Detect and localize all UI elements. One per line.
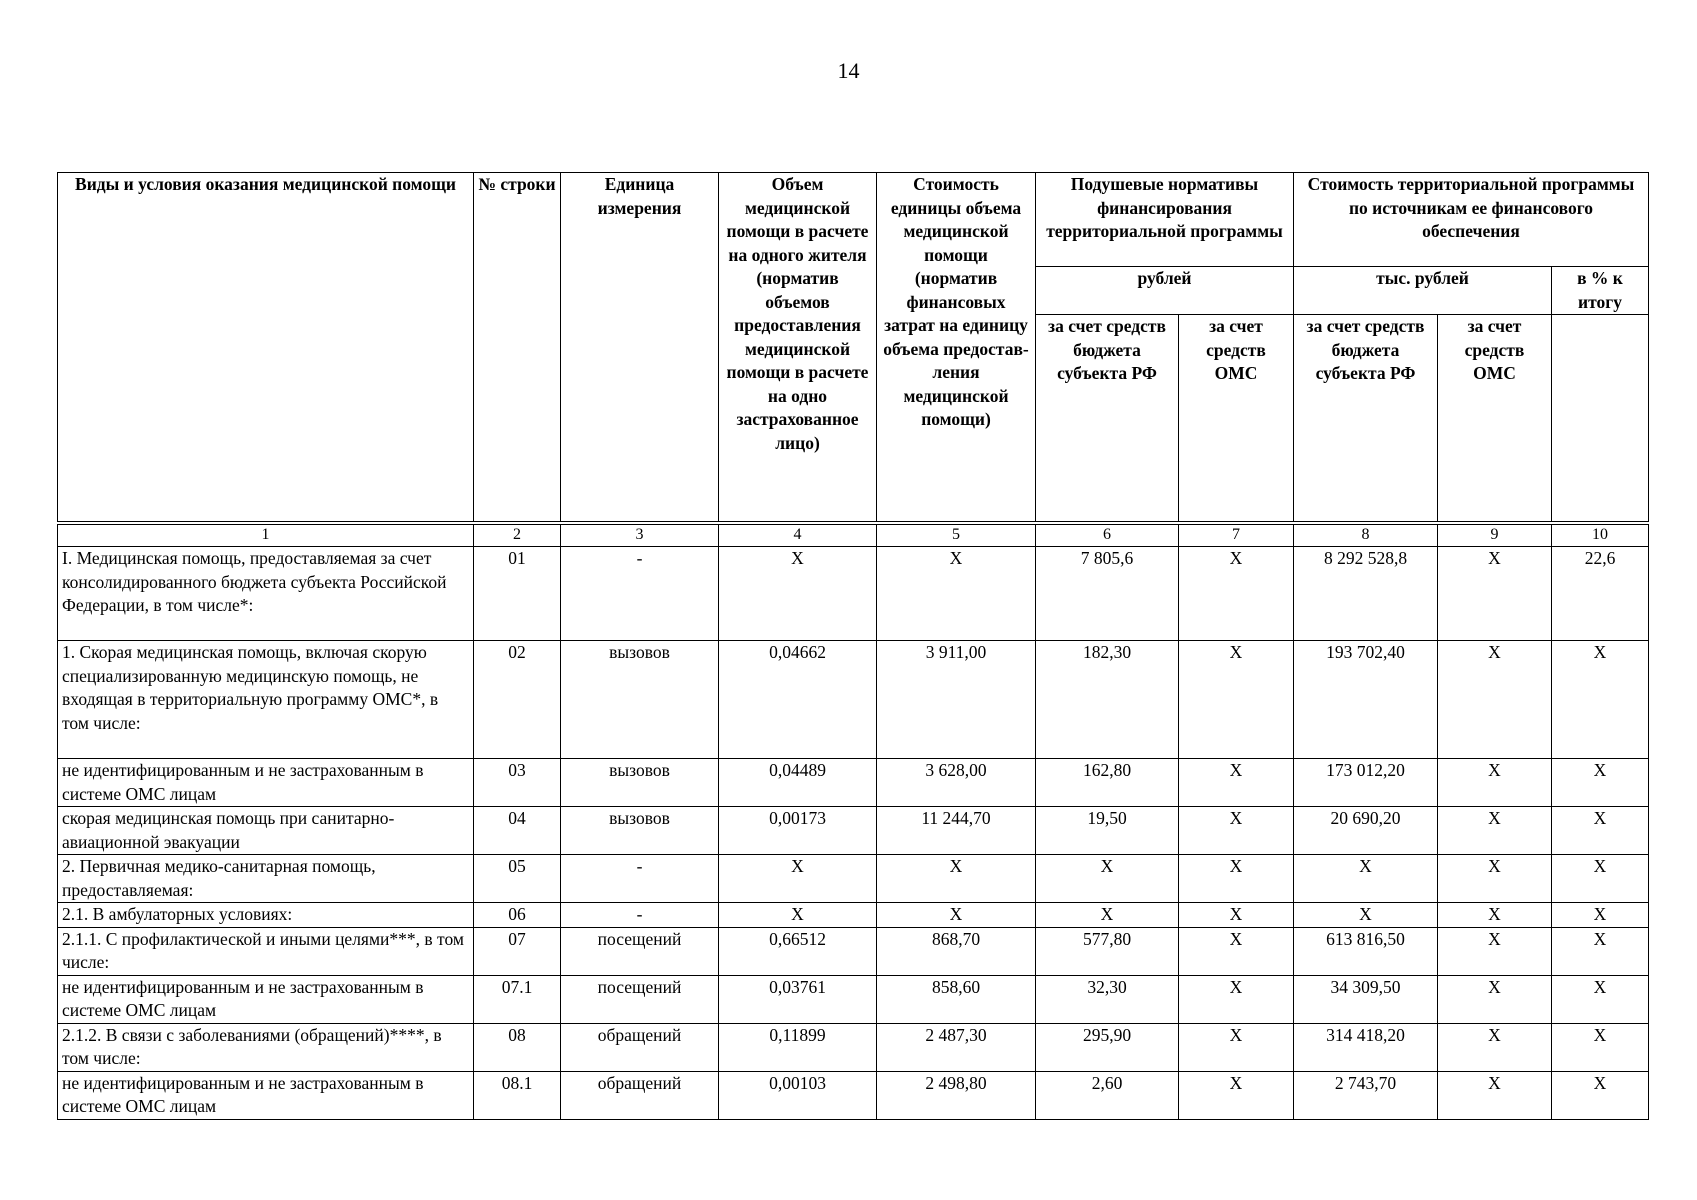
cell-oms-rub: X bbox=[1179, 903, 1294, 928]
cell-budget-thous: 613 816,50 bbox=[1294, 927, 1438, 975]
table-row bbox=[58, 1023, 1649, 1071]
cell-oms-rub: X bbox=[1179, 1071, 1294, 1119]
cell-oms-rub: X bbox=[1179, 927, 1294, 975]
cell-unit: - bbox=[561, 855, 719, 903]
cell-volume: 0,66512 bbox=[719, 927, 877, 975]
cell-unit-cost: 868,70 bbox=[877, 927, 1036, 975]
cell-volume: 0,03761 bbox=[719, 975, 877, 1023]
cell-unit: вызовов bbox=[561, 807, 719, 855]
column-number: 3 bbox=[561, 525, 719, 547]
cell-budget-rub: X bbox=[1036, 903, 1179, 928]
header-kind-of-care: Виды и условия оказания медицинской помощи bbox=[58, 173, 474, 522]
table-row bbox=[58, 975, 1649, 1023]
cell-kind: 2.1.1. С профилактической и иными целями***, в том числе: bbox=[58, 927, 474, 975]
cell-percent: 22,6 bbox=[1552, 547, 1649, 641]
column-number: 7 bbox=[1179, 525, 1294, 547]
cell-budget-rub: 162,80 bbox=[1036, 759, 1179, 807]
cell-oms-thous: X bbox=[1438, 1023, 1552, 1071]
cell-volume: 0,04662 bbox=[719, 641, 877, 759]
cell-unit: обращений bbox=[561, 1071, 719, 1119]
column-number: 9 bbox=[1438, 525, 1552, 547]
table-header bbox=[57, 172, 1649, 522]
cell-budget-thous: X bbox=[1294, 903, 1438, 928]
cell-budget-thous: 314 418,20 bbox=[1294, 1023, 1438, 1071]
cell-unit: вызовов bbox=[561, 759, 719, 807]
cell-oms-rub: X bbox=[1179, 1023, 1294, 1071]
cell-unit-cost: 11 244,70 bbox=[877, 807, 1036, 855]
cell-row-number: 02 bbox=[474, 641, 561, 759]
table-row bbox=[58, 903, 1649, 928]
cell-budget-thous: 173 012,20 bbox=[1294, 759, 1438, 807]
header-program-cost: Стоимость территориальной программы по источникам ее финансового обеспечения bbox=[1294, 173, 1649, 267]
cell-oms-thous: X bbox=[1438, 641, 1552, 759]
cell-volume: 0,11899 bbox=[719, 1023, 877, 1071]
cell-unit-cost: X bbox=[877, 547, 1036, 641]
cell-budget-rub: 295,90 bbox=[1036, 1023, 1179, 1071]
cell-percent: X bbox=[1552, 641, 1649, 759]
header-oms-rub: за счет средств ОМС bbox=[1179, 315, 1294, 522]
cell-oms-rub: X bbox=[1179, 547, 1294, 641]
cell-budget-rub: X bbox=[1036, 855, 1179, 903]
table-row bbox=[58, 641, 1649, 759]
cell-oms-thous: X bbox=[1438, 927, 1552, 975]
cell-kind: скорая медицинская помощь при санитарно-авиационной эвакуации bbox=[58, 807, 474, 855]
cell-percent: X bbox=[1552, 1071, 1649, 1119]
cell-oms-rub: X bbox=[1179, 807, 1294, 855]
cell-budget-thous: 193 702,40 bbox=[1294, 641, 1438, 759]
cell-budget-rub: 182,30 bbox=[1036, 641, 1179, 759]
cell-budget-thous: 20 690,20 bbox=[1294, 807, 1438, 855]
column-number: 4 bbox=[719, 525, 877, 547]
cell-unit: вызовов bbox=[561, 641, 719, 759]
cell-unit-cost: 2 498,80 bbox=[877, 1071, 1036, 1119]
cell-row-number: 01 bbox=[474, 547, 561, 641]
cell-unit: обращений bbox=[561, 1023, 719, 1071]
cell-kind: не идентифицированным и не застрахованным в системе ОМС лицам bbox=[58, 1071, 474, 1119]
cell-volume: 0,00173 bbox=[719, 807, 877, 855]
cell-unit-cost: 3 628,00 bbox=[877, 759, 1036, 807]
cell-budget-thous: 2 743,70 bbox=[1294, 1071, 1438, 1119]
column-number: 10 bbox=[1552, 525, 1649, 547]
header-percent-of-total: в % к итогу bbox=[1552, 267, 1649, 315]
cell-kind: 1. Скорая медицинская помощь, включая скорую специализированную медицинскую помощь, не входящая в территориальную программу ОМС*, в том числе: bbox=[58, 641, 474, 759]
table-row bbox=[58, 1071, 1649, 1119]
cell-percent: X bbox=[1552, 927, 1649, 975]
cell-unit-cost: X bbox=[877, 855, 1036, 903]
table-row bbox=[58, 759, 1649, 807]
header-percent-empty bbox=[1552, 315, 1649, 522]
column-number: 5 bbox=[877, 525, 1036, 547]
header-row-number: № строки bbox=[474, 173, 561, 522]
cell-percent: X bbox=[1552, 1023, 1649, 1071]
table-row bbox=[58, 807, 1649, 855]
header-thousand-rubles: тыс. рублей bbox=[1294, 267, 1552, 315]
table-row bbox=[58, 855, 1649, 903]
cell-percent: X bbox=[1552, 975, 1649, 1023]
cell-kind: не идентифицированным и не застрахованным в системе ОМС лицам bbox=[58, 975, 474, 1023]
cell-kind: 2.1. В амбулаторных условиях: bbox=[58, 903, 474, 928]
header-per-capita-norms: Подушевые нормативы финансирования территориальной программы bbox=[1036, 173, 1294, 267]
cell-kind: 2. Первичная медико-санитарная помощь, предоставляемая: bbox=[58, 855, 474, 903]
table-body bbox=[57, 524, 1649, 1120]
column-number: 1 bbox=[58, 525, 474, 547]
cell-budget-thous: 8 292 528,8 bbox=[1294, 547, 1438, 641]
cell-budget-thous: 34 309,50 bbox=[1294, 975, 1438, 1023]
cell-oms-rub: X bbox=[1179, 855, 1294, 903]
cell-unit: - bbox=[561, 547, 719, 641]
cell-oms-thous: X bbox=[1438, 975, 1552, 1023]
cell-budget-rub: 19,50 bbox=[1036, 807, 1179, 855]
cell-unit: посещений bbox=[561, 927, 719, 975]
cell-oms-thous: X bbox=[1438, 547, 1552, 641]
cell-percent: X bbox=[1552, 855, 1649, 903]
cell-oms-thous: X bbox=[1438, 903, 1552, 928]
cell-volume: X bbox=[719, 855, 877, 903]
cell-unit-cost: X bbox=[877, 903, 1036, 928]
column-number: 8 bbox=[1294, 525, 1438, 547]
header-unit-cost: Стоимость единицы объема медицинской помощи (норматив финансовых затрат на единицу объема предостав-ления медицинской помощи) bbox=[877, 173, 1036, 522]
cell-percent: X bbox=[1552, 759, 1649, 807]
cell-oms-thous: X bbox=[1438, 855, 1552, 903]
cell-row-number: 08 bbox=[474, 1023, 561, 1071]
cell-row-number: 06 bbox=[474, 903, 561, 928]
cell-budget-rub: 577,80 bbox=[1036, 927, 1179, 975]
cell-row-number: 07.1 bbox=[474, 975, 561, 1023]
cell-unit: посещений bbox=[561, 975, 719, 1023]
cell-budget-rub: 7 805,6 bbox=[1036, 547, 1179, 641]
cell-volume: 0,04489 bbox=[719, 759, 877, 807]
cell-unit-cost: 3 911,00 bbox=[877, 641, 1036, 759]
cell-oms-rub: X bbox=[1179, 975, 1294, 1023]
header-unit: Единица измерения bbox=[561, 173, 719, 522]
header-oms-thous: за счет средств ОМС bbox=[1438, 315, 1552, 522]
cell-volume: X bbox=[719, 547, 877, 641]
cell-row-number: 07 bbox=[474, 927, 561, 975]
table-row bbox=[58, 547, 1649, 641]
cell-volume: X bbox=[719, 903, 877, 928]
cell-percent: X bbox=[1552, 903, 1649, 928]
cell-budget-rub: 32,30 bbox=[1036, 975, 1179, 1023]
cell-oms-rub: X bbox=[1179, 759, 1294, 807]
cell-oms-thous: X bbox=[1438, 759, 1552, 807]
cell-row-number: 05 bbox=[474, 855, 561, 903]
page-number: 14 bbox=[837, 58, 860, 83]
cell-unit: - bbox=[561, 903, 719, 928]
cell-kind: не идентифицированным и не застрахованным в системе ОМС лицам bbox=[58, 759, 474, 807]
cell-row-number: 03 bbox=[474, 759, 561, 807]
column-number: 6 bbox=[1036, 525, 1179, 547]
cell-percent: X bbox=[1552, 807, 1649, 855]
header-budget-rub: за счет средств бюджета субъекта РФ bbox=[1036, 315, 1179, 522]
cell-unit-cost: 2 487,30 bbox=[877, 1023, 1036, 1071]
header-volume: Объем медицинской помощи в расчете на одного жителя (норматив объемов предоставления медицинской помощи в расчете на одно застрахованное лицо) bbox=[719, 173, 877, 522]
cell-oms-rub: X bbox=[1179, 641, 1294, 759]
cell-unit-cost: 858,60 bbox=[877, 975, 1036, 1023]
cell-volume: 0,00103 bbox=[719, 1071, 877, 1119]
cell-budget-thous: X bbox=[1294, 855, 1438, 903]
header-budget-thous: за счет средств бюджета субъекта РФ bbox=[1294, 315, 1438, 522]
cell-oms-thous: X bbox=[1438, 1071, 1552, 1119]
cell-kind: I. Медицинская помощь, предоставляемая за счет консолидированного бюджета субъекта Российской Федерации, в том числе*: bbox=[58, 547, 474, 641]
cell-oms-thous: X bbox=[1438, 807, 1552, 855]
cell-row-number: 04 bbox=[474, 807, 561, 855]
cell-kind: 2.1.2. В связи с заболеваниями (обращений)****, в том числе: bbox=[58, 1023, 474, 1071]
table-row bbox=[58, 927, 1649, 975]
column-number: 2 bbox=[474, 525, 561, 547]
cell-budget-rub: 2,60 bbox=[1036, 1071, 1179, 1119]
cell-row-number: 08.1 bbox=[474, 1071, 561, 1119]
header-rubles: рублей bbox=[1036, 267, 1294, 315]
